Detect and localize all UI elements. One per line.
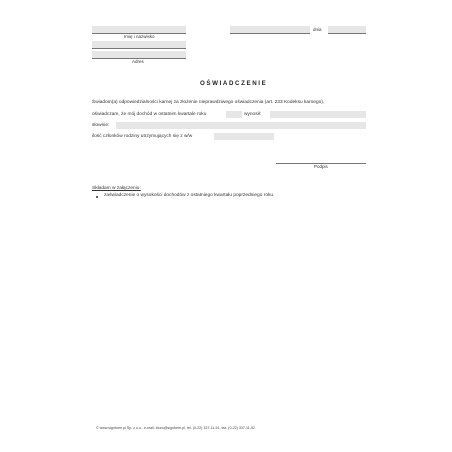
document-title: OŚWIADCZENIE xyxy=(200,80,268,87)
address-field-1[interactable] xyxy=(92,41,186,48)
place-field[interactable] xyxy=(230,26,310,33)
place-underline xyxy=(230,33,310,34)
bullet-icon xyxy=(96,196,98,198)
address-label: Adres xyxy=(132,59,144,64)
statement-line-3-text: słownie: xyxy=(92,123,110,128)
date-field[interactable] xyxy=(328,26,366,33)
date-underline xyxy=(328,33,366,34)
year-field[interactable] xyxy=(226,111,242,118)
statement-line-1: Świadom(a) odpowiedzialności karnej za złożenie nieprawdziwego oświadczenia (art. 233 Kodeksu karnego), xyxy=(92,100,325,105)
name-field[interactable] xyxy=(92,26,186,33)
address-field-2[interactable] xyxy=(92,51,186,58)
footer-text: © www.signform.pl Sp. z o.o., e-mail: biuro@signform.pl, tel. (0-22) 337-11-51, fax. (0-22) 337-11-52 xyxy=(96,426,255,430)
amount-in-words-field[interactable] xyxy=(116,122,366,129)
attachments-heading: Składam w załączeniu: xyxy=(92,186,141,191)
signature-label: Podpis xyxy=(314,164,328,169)
statement-line-4-text: ilość członków rodziny utrzymujących się z w/w xyxy=(92,134,193,139)
income-amount-field[interactable] xyxy=(270,111,366,118)
family-members-field[interactable] xyxy=(214,133,274,140)
statement-line-2-text: oświadczam, że mój dochód w ostatnim kwartale roku xyxy=(92,112,207,117)
date-label: dnia xyxy=(313,27,322,32)
attachment-item: zaświadczenie o wysokości dochodów z ostatniego kwartału poprzedniego roku. xyxy=(104,193,275,198)
name-label: Imię i nazwisko xyxy=(124,34,155,39)
address-underline-1 xyxy=(92,48,186,49)
statement-line-2-amount-label: wynosił: xyxy=(244,112,262,117)
